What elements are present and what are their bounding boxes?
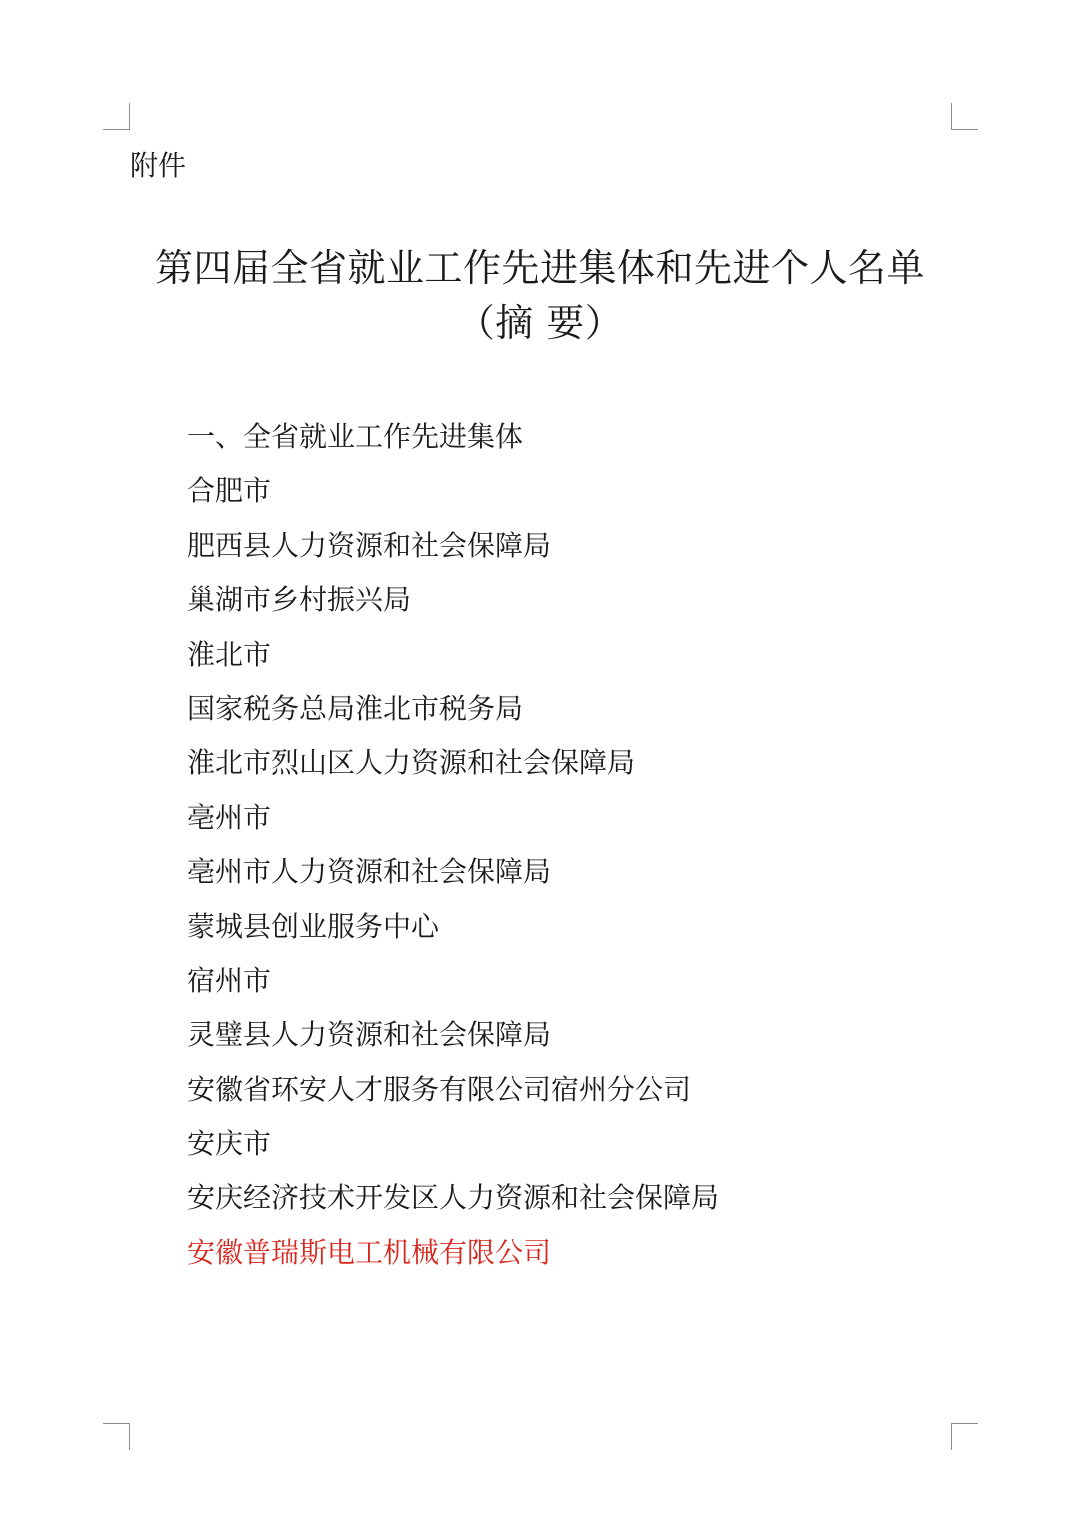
list-item: 宿州市 [187, 963, 272, 997]
bottom-right-corner-mark [951, 1423, 978, 1450]
list-item: 安徽省环安人才服务有限公司宿州分公司 [187, 1072, 692, 1106]
list-item: 淮北市 [187, 637, 272, 671]
list-item: 亳州市 [187, 800, 272, 834]
list-item: 合肥市 [187, 474, 272, 508]
bottom-left-corner-mark [103, 1423, 130, 1450]
list-item: 蒙城县创业服务中心 [187, 909, 440, 943]
list-item: 安庆经济技术开发区人力资源和社会保障局 [187, 1181, 720, 1215]
list-item: 淮北市烈山区人力资源和社会保障局 [187, 746, 636, 780]
list-item: 巢湖市乡村振兴局 [187, 583, 412, 617]
top-right-corner-mark [951, 103, 978, 130]
list-item: 亳州市人力资源和社会保障局 [187, 855, 552, 889]
list-item: 安庆市 [187, 1127, 272, 1161]
entry-list [187, 414, 719, 1284]
document-subtitle: （摘 要） [456, 301, 624, 345]
top-left-corner-mark [103, 103, 130, 130]
document-title: 第四届全省就业工作先进集体和先进个人名单 [154, 246, 925, 290]
list-item: 肥西县人力资源和社会保障局 [187, 528, 552, 562]
attachment-label: 附件 [130, 149, 187, 182]
list-item: 国家税务总局淮北市税务局 [187, 691, 524, 725]
section-heading: 一、全省就业工作先进集体 [187, 420, 524, 453]
highlighted-list-item: 安徽普瑞斯电工机械有限公司 [187, 1235, 552, 1269]
list-item: 灵璧县人力资源和社会保障局 [187, 1018, 552, 1052]
